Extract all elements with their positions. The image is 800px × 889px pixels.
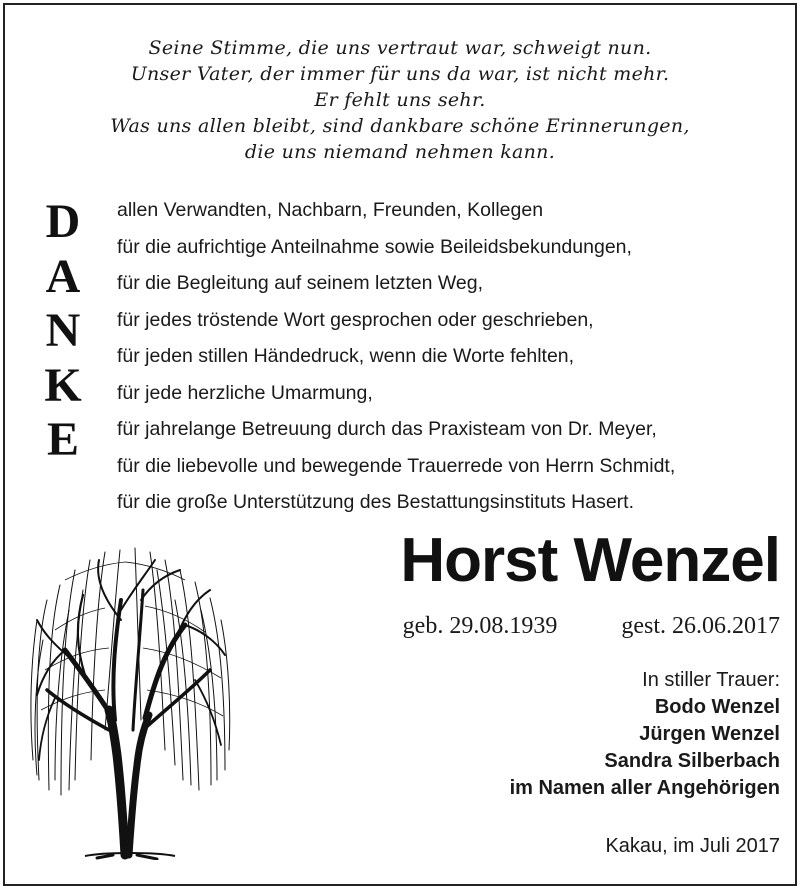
birth-date: geb. 29.08.1939: [402, 613, 558, 639]
death-date: gest. 26.06.2017: [621, 613, 780, 639]
thanks-line: für die liebevolle und bewegende Trauerrede von Herrn Schmidt,: [117, 454, 676, 477]
thanks-list: [117, 195, 675, 524]
danke-letter: D: [45, 195, 81, 248]
place-date: Kakau, im Juli 2017: [605, 835, 780, 857]
danke-vertical-heading: [38, 195, 88, 468]
thanks-line: für die Begleitung auf seinem letzten Weg,: [117, 272, 484, 294]
danke-letter: N: [45, 304, 81, 357]
thanks-line: für jedes tröstende Wort gesprochen oder geschrieben,: [117, 308, 594, 331]
thanks-line: für die aufrichtige Anteilnahme sowie Beileidsbekundungen,: [117, 235, 632, 258]
danke-letter: A: [45, 249, 81, 303]
thanks-line: für jede herzliche Umarmung,: [117, 381, 373, 404]
life-dates: [403, 613, 780, 640]
mourners-block: [510, 667, 780, 802]
mourner-name: im Namen aller Angehörigen: [509, 777, 780, 799]
mourner-name: Sandra Silberbach: [604, 750, 780, 772]
thanks-line: für jeden stillen Händedruck, wenn die Worte fehlten,: [117, 345, 575, 367]
obituary-frame: [3, 3, 797, 886]
poem-line: Seine Stimme, die uns vertraut war, schweigt nun.: [148, 37, 652, 59]
danke-letter: K: [44, 358, 82, 412]
poem-line: Was uns allen bleibt, sind dankbare schöne Erinnerungen,: [110, 115, 690, 137]
deceased-name: Horst Wenzel: [400, 526, 780, 595]
poem-line: Er fehlt uns sehr.: [314, 89, 486, 111]
thanks-line: für die große Unterstützung des Bestattungsinstituts Hasert.: [117, 491, 635, 513]
thanks-line: für jahrelange Betreuung durch das Praxisteam von Dr. Meyer,: [117, 418, 657, 440]
poem-line: Unser Vater, der immer für uns da war, ist nicht mehr.: [130, 63, 670, 85]
poem-line: die uns niemand nehmen kann.: [244, 141, 556, 163]
danke-letter: E: [46, 413, 79, 466]
thanks-line: allen Verwandten, Nachbarn, Freunden, Kollegen: [117, 199, 544, 221]
mourner-name: Bodo Wenzel: [654, 696, 780, 718]
poem: [5, 35, 795, 165]
mourner-name: Jürgen Wenzel: [639, 723, 780, 745]
mourning-intro: In stiller Trauer:: [642, 669, 780, 691]
weeping-tree-icon: [25, 540, 235, 860]
